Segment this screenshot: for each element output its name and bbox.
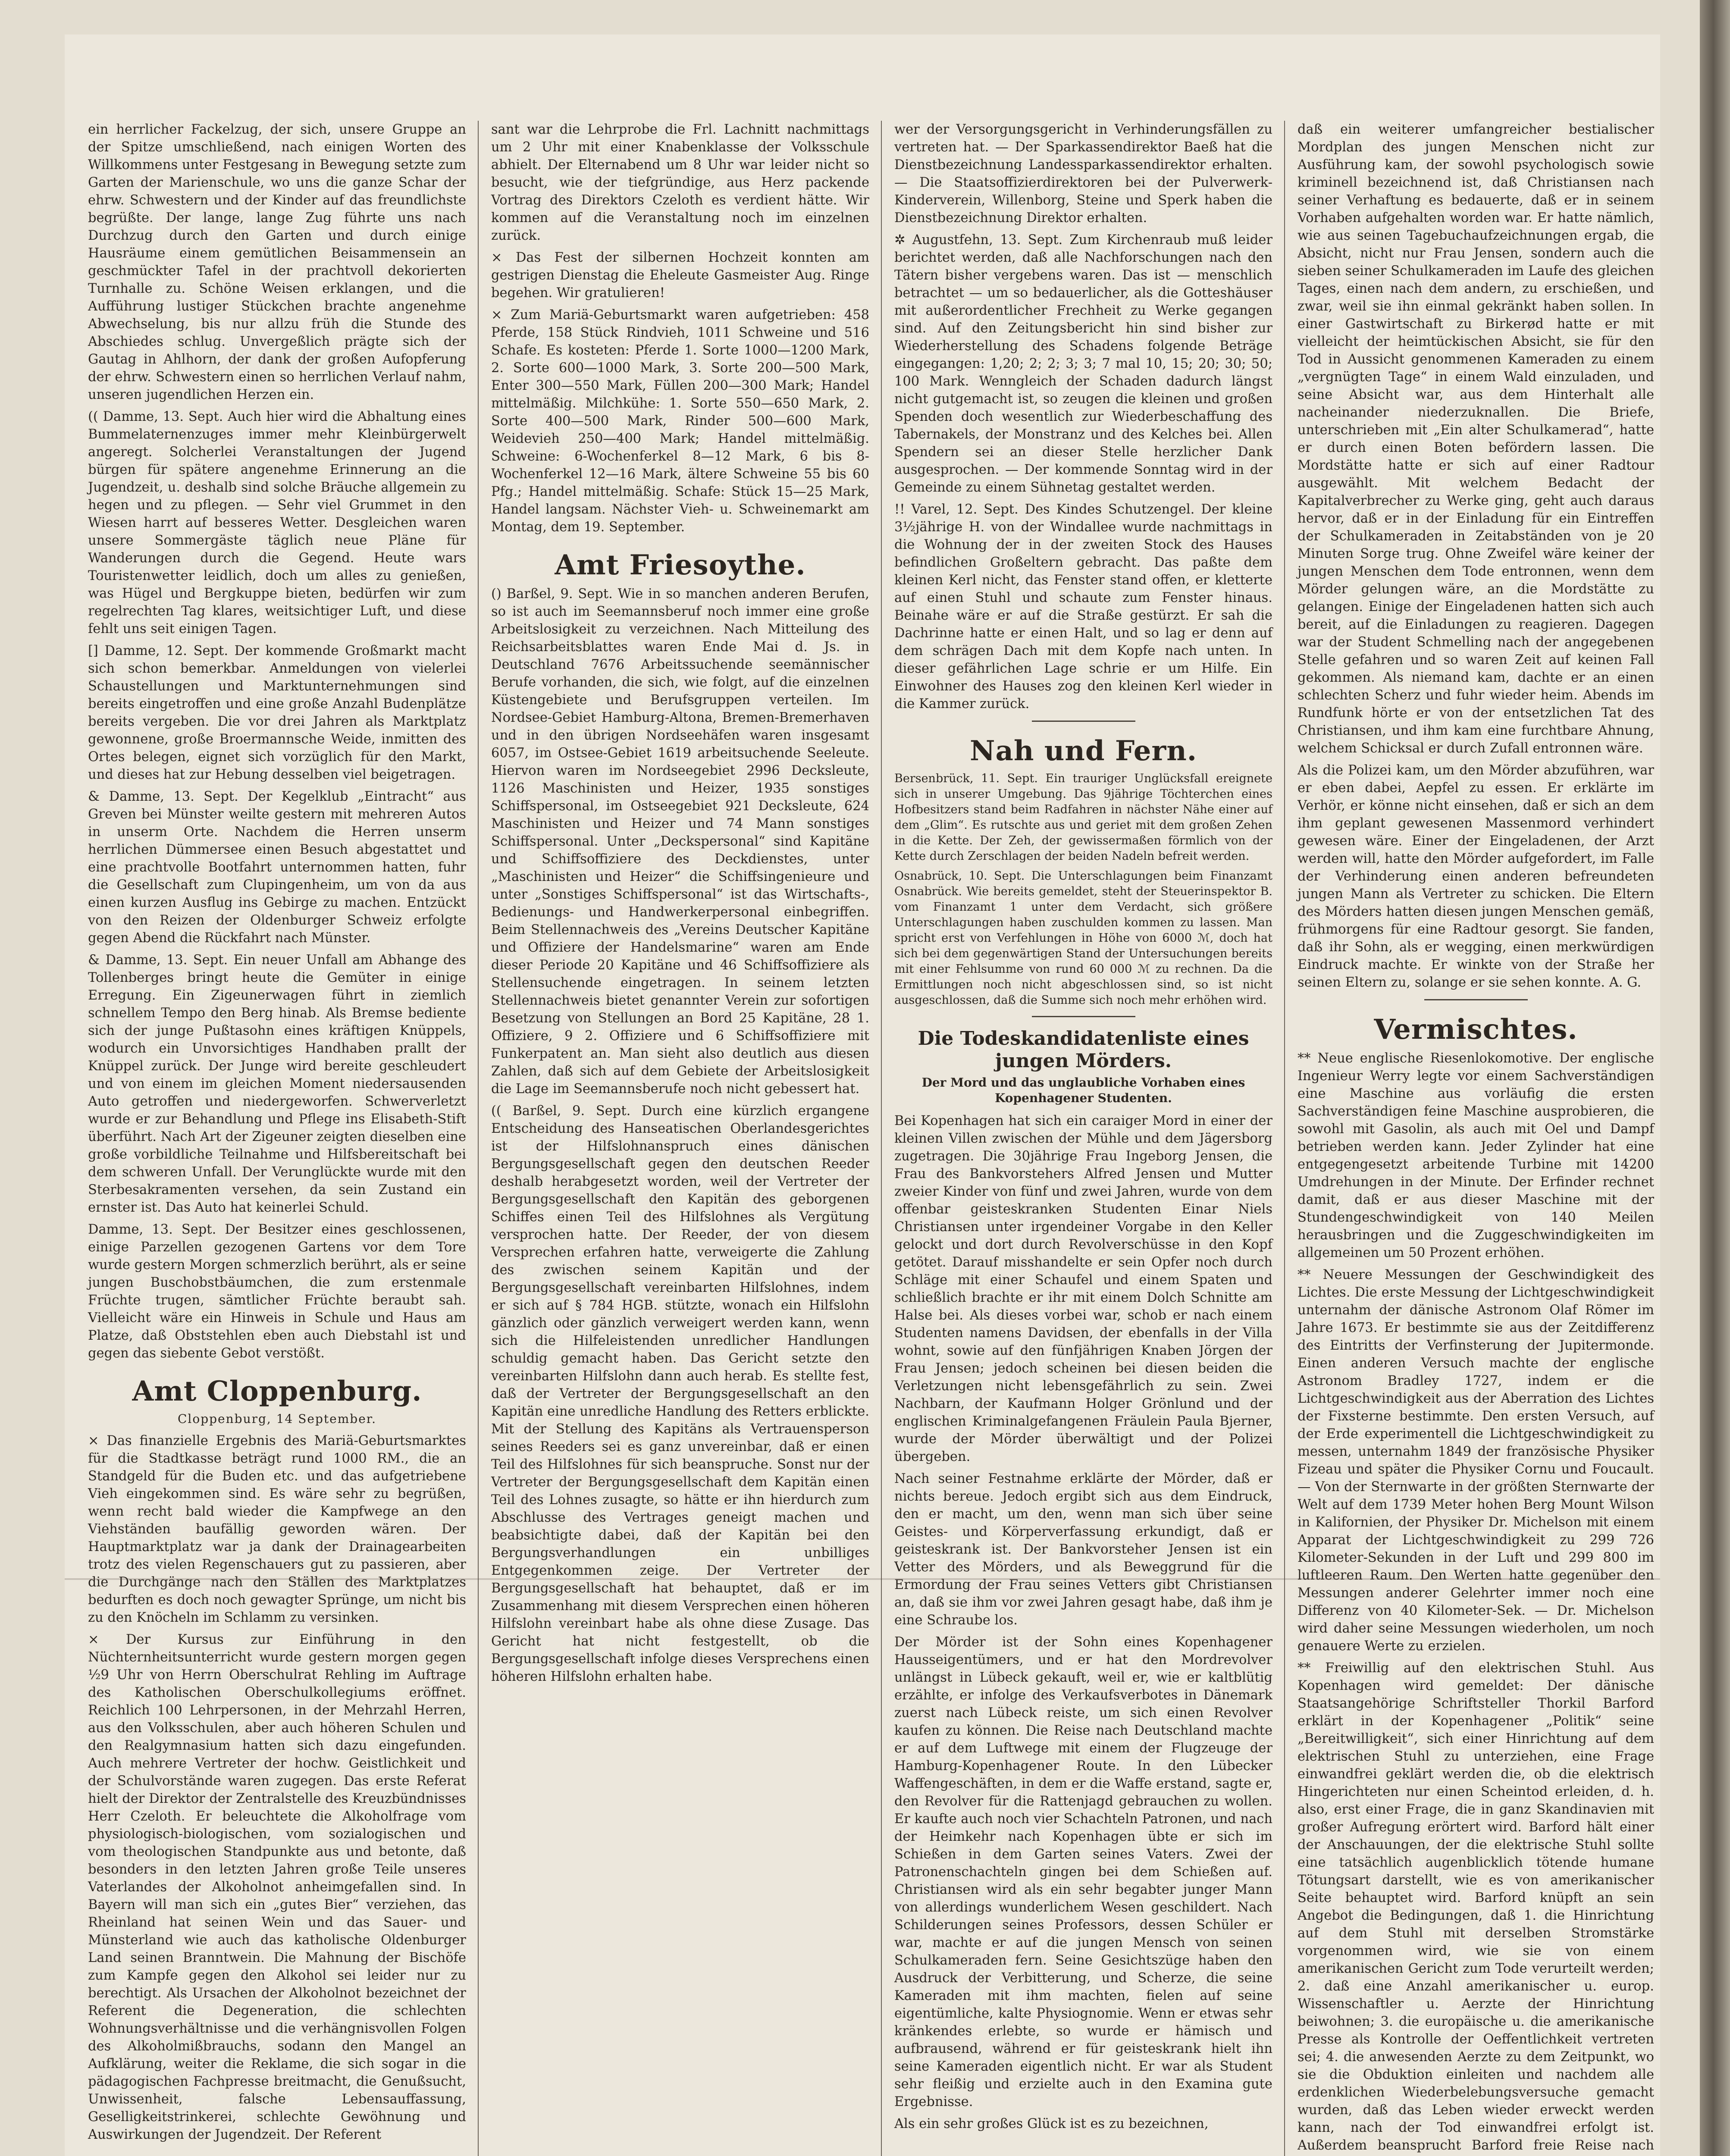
article-paragraph: [] Damme, 12. Sept. Der kommende Großmarkt macht sich schon bemerkbar. Anmeldungen von vielerlei Schaustellungen und Marktunternehmungen sind bereits eingetroffen und eine große Anzahl Budenplätze bereits vergeben. Die vor drei Jahren als Marktplatz gewonnene, große Broermannsche Weide, inmitten des Ortes belegen, eignet sich vorzüglich für den Markt, und dieses hat zur Hebung desselben viel beigetragen. xyxy=(88,643,466,782)
section-heading: Amt Cloppenburg. xyxy=(132,1375,422,1407)
separator-rule xyxy=(1032,721,1135,722)
dateline: Cloppenburg, 14 September. xyxy=(177,1412,377,1426)
article-paragraph: ein herrlicher Fackelzug, der sich, unsere Gruppe an der Spitze umschließend, nach einigen Worten des Willkommens unter Festgesang in Bewegung setzte zum Garten der Marienschule, wo uns die ganze Schar der ehrw. Schwestern und der Kinder auf das freundlichste begrüßte. Der lange, lange Zug führte uns nach Durchzug durch den Garten und durch einige Hausräume einem gemütlichen Beisammensein an geschmückter Tafel in der prachtvoll dekorierten Turnhalle zu. Schöne Weisen erklangen, und die Aufführung lustiger Stückchen brachte angenehme Abwechselung, bis nur allzu früh die Stunde des Abschiedes schlug. Unvergeßlich prägte sich der Gautag in Ahlhorn, der dank der großen Aufopferung der ehrw. Schwestern einen so herrlichen Verlauf nahm, unseren jugendlichen Herzen ein. xyxy=(88,122,466,402)
article-paragraph: sant war die Lehrprobe die Frl. Lachnitt nachmittags um 2 Uhr mit einer Knabenklasse der Volksschule abhielt. Der Elternabend um 8 Uhr war leider nicht so besucht, wie der tiefgründige, aus Herz packende Vortrag des Direktors Czeloth es verdient hätte. Wir kommen auf die Veranstaltung noch im einzelnen zurück. xyxy=(491,122,869,243)
article-paragraph: Damme, 13. Sept. Der Besitzer eines geschlossenen, einige Parzellen gezogenen Gartens vor dem Tore wurde gestern Morgen schmerzlich berührt, als er seine jungen Buschobstbäumchen, die zum erstenmale Früchte trugen, sämtlicher Früchte beraubt sah. Vielleicht wäre ein Hinweis in Schule und Haus am Platze, daß Obststehlen eben auch Diebstahl ist und gegen das siebente Gebot verstößt. xyxy=(88,1222,466,1361)
article-paragraph: ** Neue englische Riesenlokomotive. Der englische Ingenieur Werry legte vor einem Sachverständigen eine Maschine aus vorläufig die ersten Sachverständigen feine Maschine ausprobieren, die sowohl mit Gasolin, als auch mit Oel und Dampf betrieben werden kann. Jeder Zylinder hat eine entgegengesetzt arbeitende Turbine mit 14200 Umdrehungen in der Minute. Der Erfinder rechnet damit, daß er aus dieser Maschine mit der Stundengeschwindigkeit von 140 Meilen herausbringen und die Zuggeschwindigkeiten im allgemeinen um 50 Prozent erhöhen. xyxy=(1298,1051,1654,1260)
column-1 xyxy=(82,121,472,2156)
article-paragraph: ** Neuere Messungen der Geschwindigkeit des Lichtes. Die erste Messung der Lichtgeschwindigkeit unternahm der dänische Astronom Olaf Römer im Jahre 1673. Er bestimmte sie aus der Zeitdifferenz des Eintritts der Verfinsterung der Jupitermonde. Einen anderen Versuch machte der englische Astronom Bradley 1727, indem er die Lichtgeschwindigkeit aus der Aberration des Lichtes der Fixsterne bestimmte. Den ersten Versuch, auf der Erde experimentell die Lichtgeschwindigkeit zu messen, unternahm 1849 der französische Physiker Fizeau und später die Physiker Cornu und Foucault. — Von der Sternwarte in der größten Sternwarte der Welt auf dem 1739 Meter hohen Berg Mount Wilson in Kalifornien, der Physiker Dr. Michelson mit einem Apparat der Lichtgeschwindigkeit zu 299 726 Kilometer-Sekunden in der Luft und 299 800 im luftleeren Raum. Den Werten hatte gegenüber den Messungen anderer Gelehrter immer noch eine Differenz von 40 Kilometer-Sek. — Dr. Michelson wird daher seine Messungen wiederholen, um noch genauere Werte zu erzielen. xyxy=(1298,1267,1654,1654)
article-paragraph: wer der Versorgungsgericht in Verhinderungsfällen zu vertreten hat. — Der Sparkassendirektor Baeß hat die Dienstbezeichnung Landessparkassendirektor erhalten. — Die Staatsoffizierdirektoren bei der Pulverwerk-Kinderverein, Willenborg, Steine und Sperk haben die Dienstbezeichnung Direktor erhalten. xyxy=(894,122,1272,226)
article-paragraph: & Damme, 13. Sept. Ein neuer Unfall am Abhange des Tollenberges bringt heute die Gemüter in einige Erregung. Ein Zigeunerwagen führt in ziemlich schnellem Tempo den Berg hinab. Als Bremse bediente sich der junge Pußtasohn eines kräftigen Knüppels, wodurch ein Unvorsichtiges Handhaben prallt der Knüppel zurück. Der Junge wird bereite geschleudert und von einem im gleichen Moment niedersausenden Auto getroffen und niedergeworfen. Schwerverletzt wurde er zur Behandlung und Pflege ins Elisabeth-Stift überführt. Nach Art der Zigeuner zeigten dieselben eine große vorbildliche Teilnahme und Hilfsbereitschaft bei dem schweren Unfall. Der Verunglückte wurde mit den Sterbesakramenten versehen, da sein Zustand ein ernster ist. Das Auto hat keinerlei Schuld. xyxy=(88,953,466,1215)
article-paragraph: ✲ Augustfehn, 13. Sept. Zum Kirchenraub muß leider berichtet werden, daß alle Nachforschungen nach den Tätern bisher vergebens waren. Das ist — menschlich betrachtet — um so bedauerlicher, als die Gotteshäuser mit außerordentlicher Frechheit zu Werke gegangen sind. Auf den Zeitungsbericht hin sind bisher zur Wiederherstellung des Schadens folgende Beträge eingegangen: 1,20; 2; 2; 3; 3; 7 mal 10, 15; 20; 30; 50; 100 Mark. Wenngleich der Schaden dadurch längst nicht gutgemacht ist, so zeugen die kleinen und großen Spenden doch wesentlich zur Wiederbeschaffung des Tabernakels, der Monstranz und des Kelches bei. Allen Spendern sei an dieser Stelle herzlicher Dank ausgesprochen. — Der kommende Sonntag wird in der Gemeinde zu einem Sühnetag gestaltet werden. xyxy=(894,232,1272,495)
article-paragraph: Als ein sehr großes Glück ist es zu bezeichnen, xyxy=(894,2116,1209,2131)
article-paragraph: Nach seiner Festnahme erklärte der Mörder, daß er nichts bereue. Jedoch ergibt sich aus dem Eindruck, den er macht, um den, wenn man sich über seine Geistes- und Körperverfassung erkundigt, daß er geisteskrank ist. Der Bankvorsteher Jensen ist ein Vetter des Mörders, und als Beweggrund für die Ermordung der Frau seines Vetters gibt Christiansen an, daß sie ihm vor zwei Jahren gesagt habe, daß ihm je eine Schraube los. xyxy=(894,1471,1272,1628)
column-3 xyxy=(888,121,1279,2156)
article-paragraph: × Der Kursus zur Einführung in den Nüchternheitsunterricht wurde gestern morgen gegen ½9 Uhr von Herrn Oberschulrat Rehling im Auftrage des Katholischen Oberschulkollegiums eröffnet. Reichlich 100 Lehrpersonen, in der Mehrzahl Herren, aus den Volksschulen, aber auch höheren Schulen und den Realgymnasium hatten sich dazu eingefunden. Auch mehrere Vertreter der hochw. Geistlichkeit und der Schulvorstände waren zugegen. Das erste Referat hielt der Direktor der Zentralstelle des Kreuzbündnisses Herr Czeloth. Er beleuchtete die Alkoholfrage vom physiologisch-biologischen, vom sozialogischen und vom theologischen Standpunkte aus und betonte, daß besonders in den letzten Jahren große Teile unseres Vaterlandes der Alkoholnot anheimgefallen sind. In Bayern will man sich ein „gutes Bier“ verziehen, das Rheinland hat seinen Wein und das Sauer- und Münsterland wie auch das katholische Oldenburger Land seinen Branntwein. Die Mahnung der Bischöfe zum Kampfe gegen den Alkohol sei leider nur zu berechtigt. Als Ursachen der Alkoholnot bezeichnet der Referent die Degeneration, die schlechten Wohnungsverhältnisse und die verhängnisvollen Folgen des Alkoholmißbrauchs, sodann den Mangel an Aufklärung, weiter die Reklame, die sich sogar in die pädagogischen Fachpresse breitmacht, die Genußsucht, Unwissenheit, falsche Lebensauffassung, Geselligkeitstrinkerei, schlechte Gewöhnung und Auswirkungen der Jugendzeit. Der Referent xyxy=(88,1632,466,2142)
section-heading: Amt Friesoythe. xyxy=(555,549,806,581)
column-2 xyxy=(485,121,875,2156)
article-paragraph: Als die Polizei kam, um den Mörder abzuführen, war er eben dabei, Aepfel zu essen. Er erklärte im Verhör, er könne nicht einsehen, daß er sich an dem ihm geplant gewesenen Massenmord verhindert gewesen wäre. Einer der Eingeladenen, der Arzt werden will, hatte den Mörder aufgefordert, im Falle der Verhinderung einen anderen befreundeten jungen Mann als Vertreter zu schicken. Die Eltern des Mörders hatten diesen jungen Menschen gemäß, frühmorgens für eine Radtour gesorgt. Sie fanden, daß ihr Sohn, als er wegging, einen merkwürdigen Eindruck machte. Er winkte von der Straße her seinen Eltern zu, solange er sie sehen konnte. A. G. xyxy=(1298,763,1654,990)
paper-fold-line xyxy=(65,1578,1660,1580)
article-heading: Die Todeskandidatenliste eines jungen Mörders. xyxy=(918,1028,1249,1072)
article-paragraph: (( Barßel, 9. Sept. Durch eine kürzlich ergangene Entscheidung des Hanseatischen Oberlandesgerichtes ist der Hilfslohnanspruch eines dänischen Bergungsgesellschaft gegen den deutschen Reeder deshalb herabgesetzt worden, weil der Vertreter der Bergungsgesellschaft den Kapitän des geborgenen Schiffes einen Teil des Hilfslohnes als Vergütung versprochen hatte. Der Reeder, der von diesem Versprechen erfahren hatte, verweigerte die Zahlung des zwischen seinem Kapitän und der Bergungsgesellschaft vereinbarten Hilfslohnes, indem er sich auf § 784 HGB. stützte, wonach ein Hilfslohn gänzlich oder gänzlich verweigert werden kann, wenn sich die Hilfeleistenden unredlicher Handlungen schuldig gemacht haben. Das Gericht setzte den vereinbarten Hilfslohn dann auch herab. Es stellte fest, daß der Vertreter der Bergungsgesellschaft an den Kapitän eine unredliche Handlung des Retters erblickte. Mit der Stellung des Kapitäns als Vertrauensperson seines Reeders sei es ganz unvereinbar, daß er einen Teil des Hilfslohnes für sich beanspruche. Sonst nur der Vertreter der Bergungsgesellschaft dem Kapitän einen Teil des Lohnes zusagte, so hätte er ihn hierdurch zum Abschlusse des Vertrages geneigt machen und beabsichtigte dabei, daß der Kapitän bei den Bergungsverhandlungen ein unbilliges Entgegenkommen zeige. Der Vertreter der Bergungsgesellschaft hat behauptet, daß er im Zusammenhang mit diesem Versprechen einen höheren Hilfslohn vereinbart habe als ohne diese Zusage. Das Gericht hat nicht festgestellt, ob die Bergungsgesellschaft infolge dieses Versprechens einen höheren Hilfslohn erhalten habe. xyxy=(491,1103,869,1684)
article-paragraph: daß ein weiterer umfangreicher bestialischer Mordplan des jungen Menschen nicht zur Ausführung kam, der sowohl psychologisch sowie kriminell bezeichnend ist, daß Christiansen nach seiner Verhaftung es bedauerte, daß er in seinem Vorhaben aufgehalten worden war. Er hatte nämlich, wie aus seinen Tagebuchaufzeichnungen ergab, die Absicht, nicht nur Frau Jensen, sondern auch die sieben seiner Schulkameraden im Laufe des gleichen Tages, einen nach dem andern, zu erschießen, und zwar, weil sie ihn einmal gekränkt haben sollen. In einer Gastwirtschaft zu Birkerød hatte er mit vielleicht der heimtückischen Absicht, sie für den Tod in Aussicht genommenen Kameraden zu einem „vergnügten Tage“ in einem Wald einzuladen, und seine Absicht war, aus dem Hinterhalt alle nacheinander niederzuknallen. Die Briefe, unterschrieben mit „Ein alter Schulkamerad“, hatte er durch einen Boten befördern lassen. Die Mordstätte hatte er sich auf einer Radtour ausgewählt. Mit welchem Bedacht der Kapitalverbrecher zu Werke ging, geht auch daraus hervor, daß er in der Einladung für ein Eintreffen der Schulkameraden in Zeitabständen von je 20 Minuten Sorge trug. Ohne Zweifel wäre keiner der jungen Menschen dem Tode entronnen, wenn dem Mörder gelungen wäre, an die Mordstätte zu gelangen. Einige der Eingeladenen hatten sich auch bereit, auf die Einladungen zu reagieren. Dagegen war der Student Schmelling nach der angegebenen Stelle gefahren und so waren Zeit auf keinen Fall gekommen. Als niemand kam, dachte er an einen schlechten Scherz und fuhr wieder heim. Abends im Rundfunk hörte er von der entsetzlichen Tat des Christiansen, und ihm kam eine furchtbare Ahnung, welchem Schicksal er durch Zufall entronnen wäre. xyxy=(1298,122,1654,756)
article-paragraph: () Barßel, 9. Sept. Wie in so manchen anderen Berufen, so ist auch im Seemannsberuf noch immer eine große Arbeitslosigkeit zu verzeichnen. Nach Mitteilung des Reichsarbeitsblattes waren Ende Mai d. Js. in Deutschland 7676 Arbeitssuchende seemännischer Berufe vorhanden, die sich, wie folgt, auf die einzelnen Küstengebiete und Berufsgruppen verteilen. Im Nordsee-Gebiet Hamburg-Altona, Bremen-Bremerhaven und in den übrigen Nordseehäfen waren insgesamt 6057, im Ostsee-Gebiet 1619 arbeitsuchende Seeleute. Hiervon waren im Nordseegebiet 2996 Decksleute, 1126 Maschinisten und Heizer, 1935 sonstiges Schiffspersonal, im Ostseegebiet 921 Decksleute, 624 Maschinisten und Heizer und 74 Mann sonstiges Schiffspersonal. Unter „Deckspersonal“ sind Kapitäne und Schiffsoffiziere des Deckdienstes, unter „Maschinisten und Heizer“ die Schiffsingenieure und unter „Sonstiges Schiffspersonal“ ist das Wirtschafts-, Bedienungs- und Handwerkerpersonal einbegriffen. Beim Stellennachweis des „Vereins Deutscher Kapitäne und Offiziere der Handelsmarine“ waren am Ende dieser Periode 20 Kapitäne und 46 Schiffsoffiziere als Stellensuchende eingetragen. In seinem letzten Stellennachweis bietet genannter Verein zur sofortigen Besetzung von Stellungen an Bord 25 Kapitäne, 28 1. Offiziere, 9 2. Offiziere und 6 Schiffsoffiziere mit Funkerpatent an. Man sieht also deutlich aus diesen Zahlen, daß sich auf dem Gebiete der Arbeitslosigkeit die Lage im Seemannsberufe noch nicht gebessert hat. xyxy=(491,586,869,1097)
column-4 xyxy=(1291,121,1660,2156)
article-paragraph: × Das Fest der silbernen Hochzeit konnten am gestrigen Dienstag die Eheleute Gasmeister Aug. Ringe begehen. Wir gratulieren! xyxy=(491,250,869,301)
column-divider xyxy=(881,121,882,2156)
article-paragraph: & Damme, 13. Sept. Der Kegelklub „Eintracht“ aus Greven bei Münster weilte gestern mit mehreren Autos in unserm Orte. Nachdem die Herren unserm herrlichen Dümmersee einen Besuch abgestattet und eine prachtvolle Bootfahrt unternommen hatten, fuhr die Gesellschaft zum Clupingenheim, um von da aus einen kurzen Ausflug ins Gebirge zu machen. Entzückt von den Reizen der Oldenburger Schweiz erfolgte gegen Abend die Rückfahrt nach Münster. xyxy=(88,789,466,946)
article-paragraph: × Zum Mariä-Geburtsmarkt waren aufgetrieben: 458 Pferde, 158 Stück Rindvieh, 1011 Schweine und 516 Schafe. Es kosteten: Pferde 1. Sorte 1000—1200 Mark, 2. Sorte 600—1000 Mark, 3. Sorte 200—500 Mark, Enter 300—550 Mark, Füllen 200—300 Mark; Handel mittelmäßig. Milchkühe: 1. Sorte 550—650 Mark, 2. Sorte 400—500 Mark, Rinder 500—600 Mark, Weidevieh 250—400 Mark; Handel mittelmäßig. Schweine: 6-Wochenferkel 8—12 Mark, 6 bis 8-Wochenferkel 12—16 Mark, ältere Schweine 55 bis 60 Pfg.; Handel mittelmäßig. Schafe: Stück 15—25 Mark, Handel langsam. Nächster Vieh- u. Schweinemarkt am Montag, dem 19. September. xyxy=(491,307,869,535)
scan-binding-edge xyxy=(1700,0,1730,2156)
article-paragraph: (( Damme, 13. Sept. Auch hier wird die Abhaltung eines Bummelaternenzuges immer mehr Kleinbürgerwelt angeregt. Solcherlei Veranstaltungen der Jugend bürgen für spätere angenehme Erinnerung an die Jugendzeit, u. deshalb sind solche Bräuche allgemein zu hegen und zu pflegen. — Sehr viel Grummet in den Wiesen harrt auf besseres Wetter. Desgleichen waren unsere Sommergäste täglich neue Pläne für Wanderungen durch die Gegend. Heute wars Touristenwetter leidlich, doch um alles zu genießen, was Hügel und Bergkuppe bieten, bedürfen wir zum regelrechten Tag klares, weitsichtiger Luft, und diese fehlt uns seit einigen Tagen. xyxy=(88,409,466,636)
article-paragraph: Bei Kopenhagen hat sich ein caraiger Mord in einer der kleinen Villen zwischen der Mühle und dem Jägersborg zugetragen. Die 30jährige Frau Ingeborg Jensen, die Frau des Bankvorstehers Alfred Jensen und Mutter zweier Kinder von fünf und zwei Jahren, wurde von dem offenbar geisteskranken Studenten Einar Niels Christiansen unter irgendeiner Vorgabe in den Keller gelockt und dort durch Revolverschüsse in den Kopf getötet. Darauf misshandelte er sein Opfer noch durch Schläge mit einer Schaufel und einem Spaten und schließlich brachte er ihr mit einem Dolch Schnitte am Halse bei. Als dieses vorbei war, schob er nach einem Studenten namens Davidsen, der ebenfalls in der Villa wohnt, sowie auf den fünfjährigen Knaben Jörgen der Frau Jensen; jedoch scheinen bei diesen beiden die Verletzungen nicht lebensgefährlich zu sein. Zwei Nachbarn, der Kaufmann Holger Grönlund und der englischen Kriminalgefangenen Fräulein Paula Bjerner, wurde der Mörder überwältigt und der Polizei übergeben. xyxy=(894,1113,1272,1464)
article-paragraph: Der Mörder ist der Sohn eines Kopenhagener Hausseigentümers, und er hat den Mordrevolver unlängst in Lübeck gekauft, weil er, wie er kaltblütig erzählte, er infolge des Verkaufsverbotes in Dänemark zuerst nach Lübeck reiste, um sich einen Revolver kaufen zu können. Die Reise nach Deutschland machte er auf dem Luftwege mit einem der Flugzeuge der Hamburg-Kopenhagener Route. In den Lübecker Waffengeschäften, in dem er die Waffe erstand, sagte er, den Revolver für die Rattenjagd gebrauchen zu wollen. Er kaufte auch noch vier Schachteln Patronen, und nach der Heimkehr nach Kopenhagen übte er sich im Schießen in dem Garten seines Vaters. Zwei der Patronenschachteln gingen bei dem Schießen auf. Christiansen wird als ein sehr begabter junger Mann von allerdings wunderlichem Wesen geschildert. Nach Schilderungen seines Professors, dessen Schüler er war, machte er auf die jungen Mensch von seinen Schulkameraden fern. Seine Gesichtszüge haben den Ausdruck der Verbitterung, und Scherze, die seine Kameraden mit ihm machten, fielen auf seine eigentümliche, kalte Physiognomie. Wenn er etwas sehr kränkendes erlebte, so wurde er hämisch und aufbrausend, während er für geisteskrank hielt ihn seine Kameraden eigentlich nicht. Er war als Student sehr fleißig und erzielte auch in den Examina gute Ergebnisse. xyxy=(894,1635,1272,2109)
column-divider xyxy=(478,121,479,2156)
section-heading: Vermischtes. xyxy=(1374,1013,1578,1046)
section-heading: Nah und Fern. xyxy=(969,735,1197,767)
separator-rule xyxy=(1424,999,1528,1000)
separator-rule xyxy=(1032,1016,1135,1017)
column-divider xyxy=(1284,121,1285,2156)
newspaper-page xyxy=(65,34,1660,2156)
article-paragraph: Bersenbrück, 11. Sept. Ein trauriger Unglücksfall ereignete sich in unserer Umgebung. Das 9jährige Töchterchen eines Hofbesitzers stand beim Radfahren in nächster Nähe einer auf dem „Glim“. Es rutschte aus und geriet mit dem großen Zehen in die Kette. Der Zeh, der gewissermaßen förmlich von der Kette durch Zerschlagen der beiden Nadeln befreit werden. xyxy=(894,772,1272,863)
article-paragraph: ** Freiwillig auf den elektrischen Stuhl. Aus Kopenhagen wird gemeldet: Der dänische Staatsangehörige Schriftsteller Thorkil Barford erklärt in der Kopenhagener „Politik“ seine „Bereitwilligkeit“, sich einer Hinrichtung auf dem elektrischen Stuhl zu unterziehen, eine Frage einwandfrei geklärt werden die, ob die elektrisch Hingerichteten nur einen Scheintod erleiden, d. h. also, erst einer Frage, die in ganz Skandinavien mit großer Aufregung erörtert wird. Barford hält einer der Anschauungen, der die elektrische Stuhl sollte eine tatsächlich augenblicklich tötende humane Tötungsart darstellt, wie es von amerikanischer Seite behauptet wird. Barford knüpft an sein Angebot die Bedingungen, daß 1. die Hinrichtung auf dem Stuhl mit derselben Stromstärke vorgenommen wird, wie sie von einem amerikanischen Gericht zum Tode verurteilt werden; 2. daß eine Anzahl amerikanischer u. europ. Wissenschaftler u. Aerzte der Hinrichtung beiwohnen; 3. die europäische u. die amerikanische Presse als Kontrolle der Oeffentlichkeit vertreten sei; 4. die anwesenden Aerzte zu dem Zeitpunkt, wo sie die Obduktion einleiten und nachdem alle erdenklichen Wiederbelebungsversuche gemacht wurden, daß das Leben wieder erweckt werden kann, nach der Tod einwandfrei erfolgt ist. Außerdem beansprucht Barford freie Reise nach xyxy=(1298,1661,1654,2153)
article-paragraph: !! Varel, 12. Sept. Des Kindes Schutzengel. Der kleine 3½jährige H. von der Windallee wurde nachmittags in die Wohnung der in der zweiten Stock des Hauses befindlichen Großeltern gebracht. Das paßte dem kleinen Kerl nicht, das Fenster stand offen, er kletterte auf einen Stuhl und schaute zum Fenster hinaus. Beinahe wäre er auf die Straße gestürzt. Er sah die Dachrinne hatte er einen Halt, und so lag er denn auf dem schrägen Dach mit dem Kopfe nach unten. In dieser gefährlichen Lage schrie er um Hilfe. Ein Einwohner des Hauses zog den kleinen Kerl wieder in die Kammer zurück. xyxy=(894,502,1272,711)
article-paragraph: Osnabrück, 10. Sept. Die Unterschlagungen beim Finanzamt Osnabrück. Wie bereits gemeldet, steht der Steuerinspektor B. vom Finanzamt 1 unter dem Verdacht, sich größere Unterschlagungen haben zuschulden kommen zu lassen. Man spricht erst von Verfehlungen in Höhe von 6000 ℳ, doch hat sich bei dem gegenwärtigen Stand der Untersuchungen bereits mit einer Fehlsumme von rund 60 000 ℳ zu rechnen. Da die Ermittlungen noch nicht abgeschlossen sind, so ist nicht ausgeschlossen, daß die Summe sich noch mehr erhöhen wird. xyxy=(894,869,1272,1007)
article-subheading: Der Mord und das unglaubliche Vorhaben eines Kopenhagener Studenten. xyxy=(921,1075,1245,1105)
article-paragraph: × Das finanzielle Ergebnis des Mariä-Geburtsmarktes für die Stadtkasse beträgt rund 1000 RM., die an Standgeld für die Buden etc. und das aufgetriebene Vieh eingekommen sind. Es wäre sehr zu begrüßen, wenn recht bald wieder die Kampfwege an den Viehständen baufällig geworden wären. Der Hauptmarktplatz war ja dank der Drainagearbeiten trotz des vielen Regenschauers gut zu passieren, aber die Durchgänge nach den Ställen des Marktplatzes bedurften es doch noch gewagter Sprünge, um nicht bis zu den Knöcheln im Schlamm zu versinken. xyxy=(88,1433,466,1625)
